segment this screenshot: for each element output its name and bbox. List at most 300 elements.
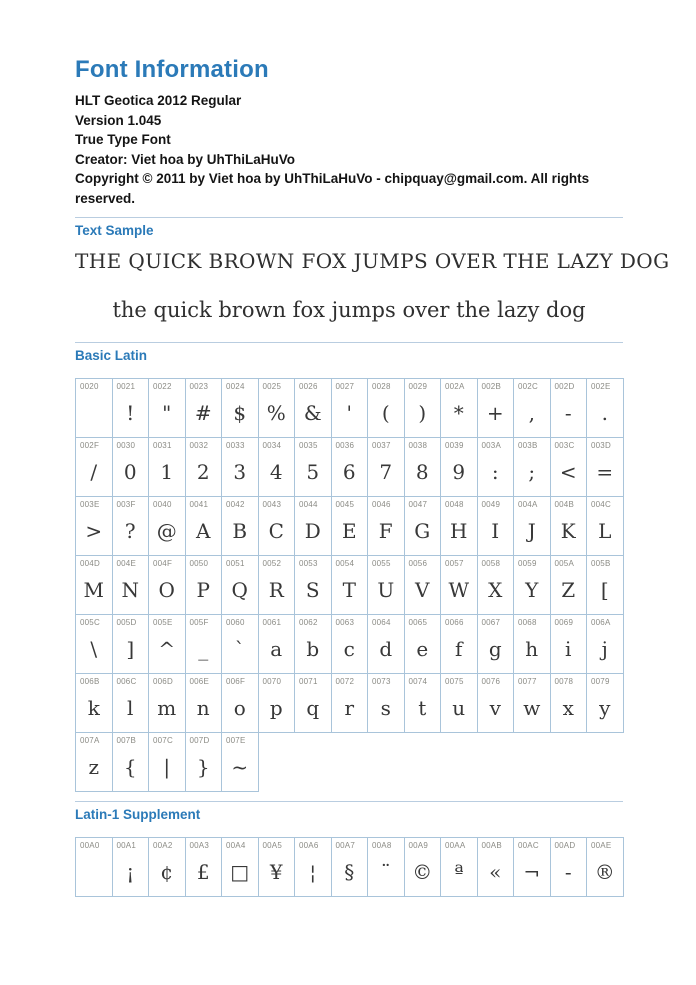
char-glyph: 0	[123, 460, 137, 485]
char-cell-0055	[368, 556, 405, 615]
char-cell-00A3	[185, 838, 222, 897]
char-glyph: +	[486, 401, 504, 426]
char-code-label: 006D	[153, 677, 173, 687]
text-sample-uppercase: THE QUICK BROWN FOX JUMPS OVER THE LAZY DOG	[75, 249, 670, 273]
char-glyph: h	[525, 637, 539, 662]
section-heading-latin1-supplement: Latin-1 Supplement	[75, 807, 201, 823]
char-glyph: U	[377, 578, 395, 603]
char-code-label: 0051	[226, 559, 245, 569]
char-glyph: -	[564, 860, 572, 885]
char-glyph: y	[599, 696, 611, 721]
char-cell-0070	[258, 674, 295, 733]
char-glyph: 9	[452, 460, 466, 485]
char-code-label: 004C	[591, 500, 611, 510]
char-glyph: w	[523, 696, 541, 721]
char-cell-00A9	[404, 838, 441, 897]
char-cell-00A4	[222, 838, 259, 897]
char-cell-006E	[185, 674, 222, 733]
section-heading-basic-latin: Basic Latin	[75, 348, 148, 364]
char-glyph: ¡	[126, 860, 135, 885]
char-cell-0046	[368, 497, 405, 556]
char-cell-0060	[222, 615, 259, 674]
char-cell-0021	[112, 379, 149, 438]
char-code-label: 005D	[116, 618, 137, 628]
char-glyph: k	[87, 696, 100, 721]
char-glyph: m	[157, 696, 177, 721]
char-code-label: 0034	[262, 441, 282, 451]
char-glyph: "	[162, 401, 172, 426]
char-cell-0062	[295, 615, 332, 674]
char-glyph: ]	[126, 637, 135, 662]
char-glyph: ?	[124, 519, 136, 544]
char-glyph: l	[127, 696, 134, 721]
char-code-label: 0078	[554, 677, 574, 687]
char-glyph: Y	[525, 578, 539, 603]
char-glyph: F	[378, 519, 393, 544]
char-glyph: ¦	[309, 860, 317, 885]
char-code-label: 0074	[408, 677, 428, 687]
char-code-label: 0026	[299, 382, 318, 392]
char-glyph: K	[560, 519, 576, 544]
char-code-label: 0076	[481, 677, 501, 687]
char-code-label: 0061	[262, 618, 282, 628]
char-cell-0044	[295, 497, 332, 556]
char-code-label: 007B	[116, 736, 136, 746]
char-cell-00A5	[258, 838, 295, 897]
char-code-label: 002A	[445, 382, 465, 392]
char-glyph: _	[198, 637, 209, 662]
section-divider	[75, 801, 623, 802]
char-code-label: 004E	[116, 559, 136, 569]
char-cell-005C	[76, 615, 113, 674]
meta-line-font-name: HLT Geotica 2012 Regular	[75, 93, 242, 108]
char-glyph: r	[344, 696, 355, 721]
char-code-label: 00A1	[116, 841, 136, 851]
char-glyph: j	[601, 637, 608, 662]
char-code-label: 0075	[445, 677, 464, 687]
char-code-label: 00A6	[299, 841, 319, 851]
char-glyph: )	[418, 401, 427, 426]
char-glyph: a	[270, 637, 283, 662]
char-code-label: 0037	[372, 441, 391, 451]
char-cell-006F	[222, 674, 259, 733]
section-heading-text-sample: Text Sample	[75, 223, 154, 238]
char-code-label: 0050	[189, 559, 209, 569]
char-cell-003A	[477, 438, 514, 497]
char-cell-006D	[149, 674, 186, 733]
char-code-label: 004B	[554, 500, 574, 510]
char-glyph: ;	[528, 460, 536, 485]
char-glyph: 6	[342, 460, 356, 485]
char-glyph: B	[232, 519, 248, 544]
char-glyph: %	[266, 401, 286, 426]
char-code-label: 0027	[335, 382, 355, 392]
char-code-label: 0032	[189, 441, 209, 451]
char-glyph: ª	[453, 860, 464, 885]
char-cell-00AC	[514, 838, 551, 897]
char-cell-003B	[514, 438, 551, 497]
char-code-label: 0055	[372, 559, 391, 569]
char-glyph: 3	[233, 460, 247, 485]
char-cell-004B	[550, 497, 587, 556]
char-cell-0049	[477, 497, 514, 556]
char-code-label: 0067	[481, 618, 501, 628]
char-glyph: Q	[231, 578, 248, 603]
char-cell-006B	[76, 674, 113, 733]
text-sample-lowercase: the quick brown fox jumps over the lazy dog	[112, 298, 586, 322]
char-code-label: 0038	[408, 441, 428, 451]
char-glyph: u	[452, 696, 466, 721]
char-code-label: 00AB	[481, 841, 502, 851]
char-code-label: 0058	[481, 559, 501, 569]
char-code-label: 0043	[262, 500, 282, 510]
char-glyph: i	[565, 637, 572, 662]
char-code-label: 0028	[372, 382, 391, 392]
char-code-label: 0054	[335, 559, 355, 569]
char-glyph	[76, 403, 112, 413]
char-code-label: 006A	[591, 618, 611, 628]
char-cell-0022	[149, 379, 186, 438]
char-glyph: ¨	[380, 860, 391, 885]
char-glyph: M	[83, 578, 104, 603]
char-code-label: 00A4	[226, 841, 246, 851]
char-cell-0057	[441, 556, 478, 615]
char-cell-0024	[222, 379, 259, 438]
char-cell-0025	[258, 379, 295, 438]
char-cell-00A8	[368, 838, 405, 897]
char-cell-0048	[441, 497, 478, 556]
char-cell-0030	[112, 438, 149, 497]
char-glyph: ¬	[523, 860, 541, 885]
char-glyph: §	[344, 860, 355, 885]
basic-latin-table	[75, 378, 624, 792]
char-glyph: |	[163, 755, 171, 780]
char-code-label: 00A3	[189, 841, 209, 851]
char-code-label: 003C	[554, 441, 575, 451]
char-code-label: 0025	[262, 382, 282, 392]
char-glyph: {	[123, 755, 137, 780]
char-cell-0043	[258, 497, 295, 556]
char-cell-0034	[258, 438, 295, 497]
char-glyph: I	[491, 519, 500, 544]
char-code-label: 002C	[518, 382, 538, 392]
char-cell-0065	[404, 615, 441, 674]
char-code-label: 003E	[80, 500, 100, 510]
char-cell-004C	[587, 497, 624, 556]
char-code-label: 0021	[116, 382, 136, 392]
char-glyph: e	[416, 637, 429, 662]
char-glyph: '	[346, 401, 352, 426]
char-code-label: 0070	[262, 677, 282, 687]
char-code-label: 005C	[80, 618, 100, 628]
char-cell-0039	[441, 438, 478, 497]
char-glyph: ®	[594, 860, 615, 885]
char-glyph: b	[306, 637, 320, 662]
char-glyph: L	[598, 519, 612, 544]
char-cell-003D	[587, 438, 624, 497]
char-code-label: 003D	[591, 441, 611, 451]
char-cell-003C	[550, 438, 587, 497]
char-cell-0042	[222, 497, 259, 556]
char-glyph: C	[268, 519, 284, 544]
char-cell-0078	[550, 674, 587, 733]
char-glyph: ¥	[269, 860, 283, 885]
char-glyph: □	[230, 860, 250, 885]
char-cell-003F	[112, 497, 149, 556]
char-glyph: !	[126, 401, 135, 426]
char-code-label: 0071	[299, 677, 318, 687]
char-cell-0050	[185, 556, 222, 615]
char-glyph: q	[306, 696, 320, 721]
char-cell-0052	[258, 556, 295, 615]
char-cell-00AD	[550, 838, 587, 897]
char-code-label: 003A	[481, 441, 501, 451]
char-cell-002E	[587, 379, 624, 438]
char-glyph: -	[564, 401, 572, 426]
char-cell-0079	[587, 674, 624, 733]
char-code-label: 0045	[335, 500, 355, 510]
char-cell-0037	[368, 438, 405, 497]
char-glyph: ^	[158, 637, 176, 662]
char-cell-002B	[477, 379, 514, 438]
char-code-label: 006F	[226, 677, 246, 687]
char-glyph: ,	[528, 401, 535, 426]
char-code-label: 0048	[445, 500, 464, 510]
char-code-label: 002B	[481, 382, 501, 392]
char-code-label: 005F	[189, 618, 209, 628]
char-cell-005B	[587, 556, 624, 615]
char-code-label: 0029	[408, 382, 428, 392]
char-glyph: $	[233, 401, 247, 426]
char-cell-0069	[550, 615, 587, 674]
latin1-supplement-table	[75, 837, 624, 897]
char-code-label: 0063	[335, 618, 355, 628]
char-glyph: O	[158, 578, 175, 603]
char-cell-0026	[295, 379, 332, 438]
char-glyph: X	[488, 578, 503, 603]
char-code-label: 004D	[80, 559, 100, 569]
char-glyph: 1	[160, 460, 174, 485]
char-cell-0077	[514, 674, 551, 733]
char-glyph: P	[196, 578, 210, 603]
char-code-label: 00AD	[554, 841, 576, 851]
char-glyph: :	[491, 460, 499, 485]
char-cell-00AA	[441, 838, 478, 897]
char-code-label: 00AE	[591, 841, 612, 851]
char-glyph: H	[450, 519, 468, 544]
char-cell-0066	[441, 615, 478, 674]
char-glyph: ¢	[160, 860, 174, 885]
char-cell-0035	[295, 438, 332, 497]
char-glyph: 2	[196, 460, 210, 485]
char-code-label: 002F	[80, 441, 100, 451]
char-glyph: x	[562, 696, 574, 721]
char-code-label: 0079	[591, 677, 610, 687]
char-glyph: T	[342, 578, 356, 603]
char-cell-0072	[331, 674, 368, 733]
char-code-label: 007E	[226, 736, 246, 746]
char-cell-002D	[550, 379, 587, 438]
char-code-label: 004A	[518, 500, 538, 510]
char-glyph: £	[196, 860, 210, 885]
char-code-label: 00A8	[372, 841, 392, 851]
char-glyph	[76, 862, 112, 872]
char-cell-0045	[331, 497, 368, 556]
char-code-label: 00A9	[408, 841, 428, 851]
char-code-label: 0035	[299, 441, 318, 451]
char-glyph: }	[196, 755, 210, 780]
char-glyph: S	[305, 578, 320, 603]
meta-line-font-type: True Type Font	[75, 132, 171, 147]
char-code-label: 0033	[226, 441, 245, 451]
char-glyph: .	[601, 401, 608, 426]
char-code-label: 0069	[554, 618, 574, 628]
char-glyph: <	[559, 460, 577, 485]
char-glyph: n	[196, 696, 210, 721]
char-code-label: 007A	[80, 736, 100, 746]
char-cell-0041	[185, 497, 222, 556]
char-cell-007C	[149, 733, 186, 792]
char-glyph: `	[234, 637, 245, 662]
char-code-label: 0053	[299, 559, 318, 569]
font-meta-block	[75, 91, 623, 208]
char-cell-0028	[368, 379, 405, 438]
char-cell-0031	[149, 438, 186, 497]
char-code-label: 003B	[518, 441, 538, 451]
char-glyph: t	[418, 696, 427, 721]
page-title: Font Information	[75, 56, 269, 83]
char-cell-007B	[112, 733, 149, 792]
char-cell-0027	[331, 379, 368, 438]
char-cell-0075	[441, 674, 478, 733]
char-glyph: V	[415, 578, 430, 603]
char-cell-005F	[185, 615, 222, 674]
char-cell-0047	[404, 497, 441, 556]
char-cell-0073	[368, 674, 405, 733]
char-code-label: 0066	[445, 618, 464, 628]
char-cell-00A0	[76, 838, 113, 897]
char-glyph: o	[233, 696, 246, 721]
char-glyph: f	[455, 637, 463, 662]
char-code-label: 007D	[189, 736, 210, 746]
char-glyph: z	[88, 755, 100, 780]
char-code-label: 0040	[153, 500, 172, 510]
char-code-label: 002D	[554, 382, 575, 392]
char-code-label: 0044	[299, 500, 318, 510]
char-code-label: 0072	[335, 677, 355, 687]
char-cell-0063	[331, 615, 368, 674]
char-cell-005D	[112, 615, 149, 674]
char-cell-0032	[185, 438, 222, 497]
char-code-label: 0068	[518, 618, 537, 628]
char-code-label: 0020	[80, 382, 99, 392]
char-cell-0059	[514, 556, 551, 615]
char-code-label: 0047	[408, 500, 428, 510]
char-cell-0038	[404, 438, 441, 497]
char-cell-0020	[76, 379, 113, 438]
char-glyph: \	[90, 637, 98, 662]
char-glyph: [	[600, 578, 609, 603]
meta-line-copyright: Copyright © 2011 by Viet hoa by UhThiLaHuVo - chipquay@gmail.com. All rights reserved.	[75, 171, 590, 206]
char-code-label: 007C	[153, 736, 173, 746]
char-code-label: 00A5	[262, 841, 282, 851]
char-code-label: 00A2	[153, 841, 173, 851]
char-glyph: *	[453, 401, 464, 426]
char-cell-006A	[587, 615, 624, 674]
char-cell-0023	[185, 379, 222, 438]
char-glyph: d	[379, 637, 393, 662]
char-cell-0056	[404, 556, 441, 615]
char-cell-0053	[295, 556, 332, 615]
char-code-label: 00AC	[518, 841, 539, 851]
char-code-label: 0059	[518, 559, 537, 569]
char-code-label: 0064	[372, 618, 391, 628]
char-code-label: 002E	[591, 382, 611, 392]
char-glyph: N	[121, 578, 139, 603]
char-glyph: 8	[415, 460, 429, 485]
char-glyph: @	[156, 519, 177, 544]
char-cell-004F	[149, 556, 186, 615]
char-cell-005E	[149, 615, 186, 674]
char-code-label: 0041	[189, 500, 209, 510]
char-code-label: 0056	[408, 559, 428, 569]
char-code-label: 0039	[445, 441, 464, 451]
char-cell-006C	[112, 674, 149, 733]
char-cell-0061	[258, 615, 295, 674]
char-glyph: /	[90, 460, 98, 485]
char-cell-00A1	[112, 838, 149, 897]
section-divider	[75, 217, 623, 218]
char-glyph: #	[194, 401, 212, 426]
char-code-label: 0057	[445, 559, 464, 569]
char-glyph: ~	[231, 755, 249, 780]
char-glyph: 4	[269, 460, 283, 485]
char-code-label: 004F	[153, 559, 173, 569]
char-code-label: 005A	[554, 559, 574, 569]
char-cell-0071	[295, 674, 332, 733]
char-glyph: 7	[379, 460, 393, 485]
char-code-label: 0046	[372, 500, 391, 510]
meta-line-creator: Creator: Viet hoa by UhThiLaHuVo	[75, 151, 296, 167]
char-code-label: 0060	[226, 618, 245, 628]
char-glyph: v	[489, 696, 501, 721]
char-glyph: 5	[306, 460, 320, 485]
char-code-label: 0031	[153, 441, 172, 451]
char-code-label: 00A0	[80, 841, 100, 851]
char-cell-0040	[149, 497, 186, 556]
char-cell-0067	[477, 615, 514, 674]
char-cell-007A	[76, 733, 113, 792]
char-code-label: 0065	[408, 618, 428, 628]
char-cell-0074	[404, 674, 441, 733]
char-cell-0076	[477, 674, 514, 733]
char-code-label: 0073	[372, 677, 391, 687]
char-cell-00A7	[331, 838, 368, 897]
char-cell-002C	[514, 379, 551, 438]
char-cell-0051	[222, 556, 259, 615]
char-code-label: 0077	[518, 677, 537, 687]
char-glyph: A	[196, 519, 211, 544]
char-glyph: =	[596, 460, 614, 485]
char-cell-00AB	[477, 838, 514, 897]
char-code-label: 006B	[80, 677, 100, 687]
char-glyph: g	[488, 637, 502, 662]
char-code-label: 0024	[226, 382, 245, 392]
char-glyph: R	[268, 578, 284, 603]
char-cell-004E	[112, 556, 149, 615]
char-cell-005A	[550, 556, 587, 615]
section-divider	[75, 342, 623, 343]
